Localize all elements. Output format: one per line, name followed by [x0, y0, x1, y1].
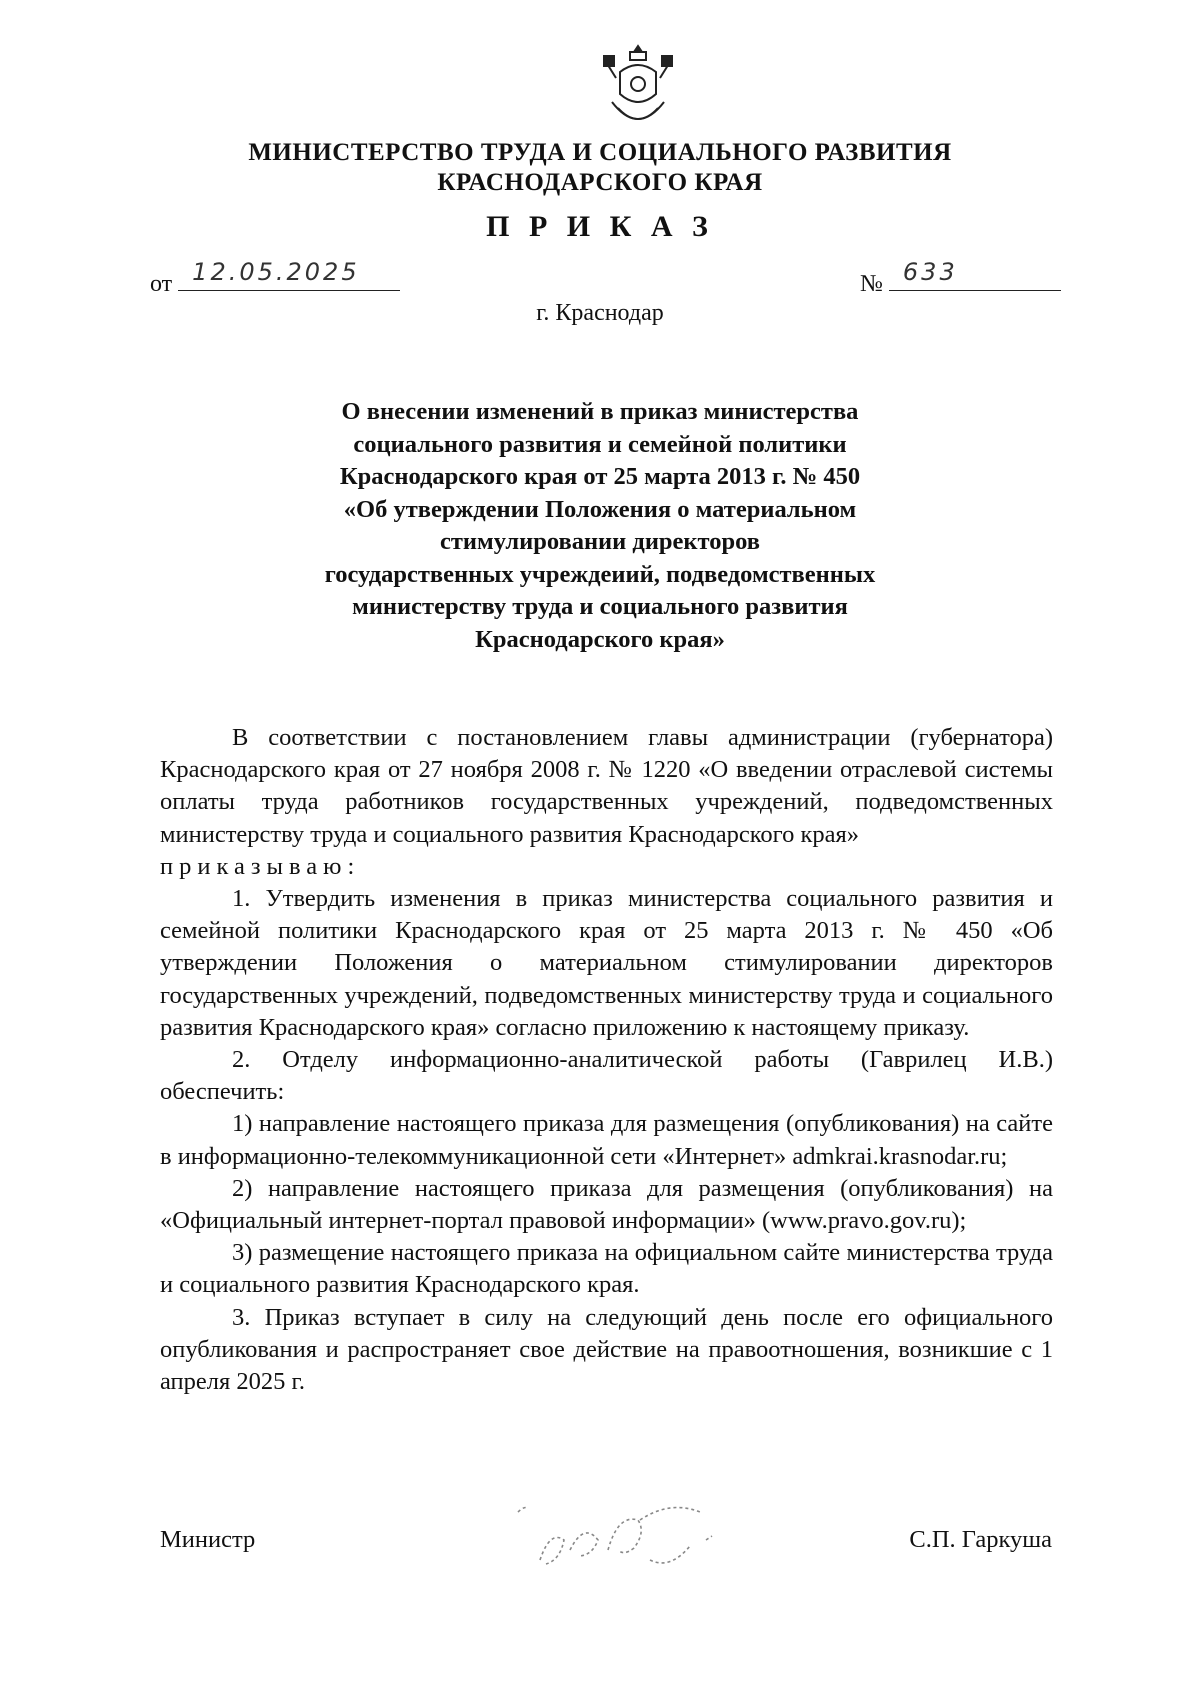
title-line: Краснодарского края от 25 марта 2013 г. № 450 [339, 463, 861, 490]
clause-3: 3. Приказ вступает в силу на следующий день после его официального опубликования и распространяет свое действие на правоотношения, возникшие с 1 апреля 2025 г. [160, 1303, 1053, 1396]
title-line: «Об утверждении Положения о материальном [343, 495, 857, 523]
clause-2-item-1: 1) направление настоящего приказа для размещения (опубликования) на сайте в информационно-телекоммуникационной сети «Интернет» admkrai.krasnodar.ru; [160, 1110, 1053, 1170]
signatory-name: С.П. Гаркуша [909, 1526, 1052, 1553]
order-word: приказываю: [160, 852, 361, 880]
handwritten-signature [500, 1490, 740, 1580]
date-prefix: от [150, 271, 173, 297]
clause-2-item-2: 2) направление настоящего приказа для размещения (опубликования) на «Официальный интернет-портал правовой информации» (www.pravo.gov.ru); [160, 1174, 1053, 1235]
intro-paragraph: В соответствии с постановлением главы администрации (губернатора) Краснодарского края от 27 ноября 2008 г. № 1220 «О введении отраслевой системы оплаты труда работников государственных учреждений, подведомственных министерству труда и социального развития Краснодарского края» [160, 724, 1053, 848]
number-line [889, 258, 1061, 291]
signatory-position: Министр [160, 1526, 256, 1553]
date-value: 12.05.2025 [192, 258, 360, 286]
ministry-header [150, 138, 1050, 198]
number-value: 633 [902, 258, 958, 286]
clause-2: 2. Отделу информационно-аналитической работы (Гаврилец И.В.) обеспечить: [160, 1046, 1053, 1106]
clause-2-item-3: 3) размещение настоящего приказа на официальном сайте министерства труда и социального развития Краснодарского края. [160, 1239, 1053, 1299]
title-line: социального развития и семейной политики [353, 430, 847, 458]
title-line: Краснодарского края» [475, 625, 725, 653]
coat-of-arms-icon [600, 42, 676, 134]
document-title [150, 396, 1050, 656]
ministry-name-line1: МИНИСТЕРСТВО ТРУДА И СОЦИАЛЬНОГО РАЗВИТИЯ [248, 139, 952, 166]
number-field [860, 258, 1061, 298]
clause-1: 1. Утвердить изменения в приказ министерства социального развития и семейной политики Краснодарского края от 25 марта 2013 г. № 450 «Об утверждении Положения о материальном стимулировании директоров государственных учреждений, подведомственных министерству труда и социального развития Краснодарского края» согласно приложению к настоящему приказу. [160, 885, 1053, 1041]
title-line: министерству труда и социального развития [352, 593, 848, 620]
title-line: стимулировании директоров [439, 528, 761, 555]
number-prefix: № [860, 271, 883, 297]
date-field [150, 258, 400, 298]
date-line [178, 258, 400, 291]
title-line: государственных учреждеиий, подведомственных [324, 560, 876, 588]
document-body [160, 722, 1053, 1398]
ministry-name-line2: КРАСНОДАРСКОГО КРАЯ [437, 169, 763, 196]
document-type: П Р И К А З [486, 210, 714, 243]
title-line: О внесении изменений в приказ министерства [341, 398, 859, 425]
city: г. Краснодар [536, 300, 664, 326]
